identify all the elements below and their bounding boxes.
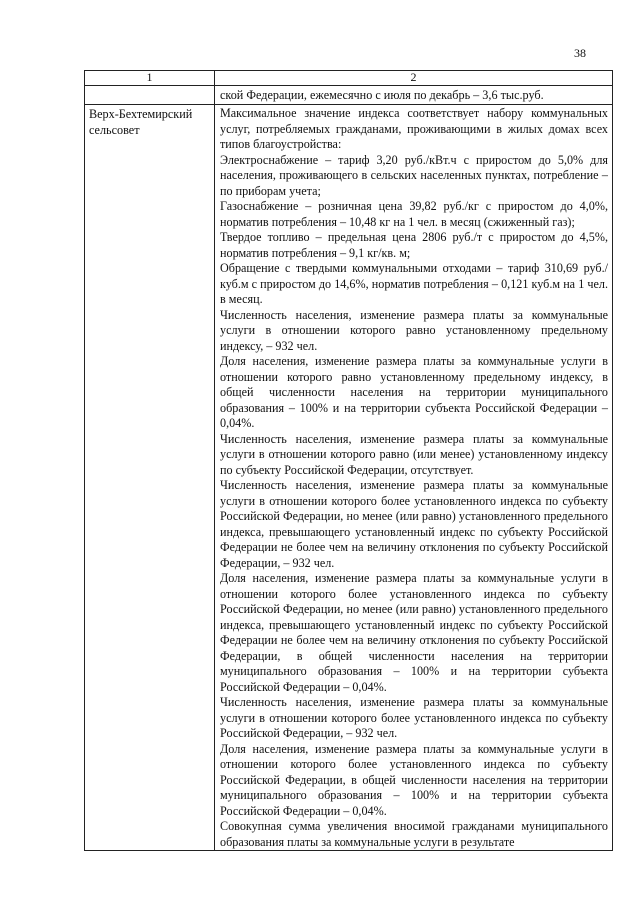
paragraph-share-above-index: Доля населения, изменение размера платы за коммунальные услуги в отношении которого более установленного индекса по субъекту Российской Федерации, в общей численности населения на территории муниципального образования – 100% и на территории субъекта Российской Федерации – 0,04%.: [220, 741, 608, 818]
paragraph-share-within-deviation: Доля населения, изменение размера платы за коммунальные услуги в отношении которого более установленного индекса по субъекту Российской Федерации, но менее (или равно) установленного предельного индекса, превышающего установленный индекс по субъекту Российской Федерации не более чем на величину отклонения по субъекту Российской Федерации, в общей численности населения на территории муниципального образования – 100% и на территории субъекта Российской Федерации – 0,04%.: [220, 571, 608, 694]
paragraph-share-equal-limit: Доля населения, изменение размера платы за коммунальные услуги в отношении которого равно установленному предельному индексу, в общей численности населения на территории муниципального образования – 100% и на территории субъекта Российской Федерации – 0,04%.: [220, 354, 608, 430]
paragraph-population-equal-limit: Численность населения, изменение размера платы за коммунальные услуги в отношении которого равно установленному предельному индексу, – 932 чел.: [220, 307, 608, 353]
table-header-row: [85, 71, 613, 86]
paragraph-population-within-deviation: Численность населения, изменение размера платы за коммунальные услуги в отношении которого более установленного индекса по субъекту Российской Федерации, но менее (или равно) установленного предельного индекса, превышающего установленный индекс по субъекту Российской Федерации не более чем на величину отклонения по субъекту Российской Федерации, – 932 чел.: [220, 478, 608, 570]
document-table: [84, 70, 613, 851]
paragraph-population-below-index: Численность населения, изменение размера платы за коммунальные услуги в отношении которого равно (или менее) установленному индексу по субъекту Российской Федерации, отсутствует.: [220, 431, 608, 477]
page-number: 38: [574, 46, 586, 60]
paragraph-electricity: Электроснабжение – тариф 3,20 руб./кВт.ч с приростом до 5,0% для населения, проживающего в сельских населенных пунктах, потребление – по приборам учета;: [220, 152, 608, 198]
paragraph-total-increase: Совокупная сумма увеличения вносимой гражданами муниципального образования платы за коммунальные услуги в результате: [220, 819, 608, 849]
continuation-row: [85, 86, 613, 105]
paragraph-gas: Газоснабжение – розничная цена 39,82 руб./кг с приростом до 4,0%, норматив потребления – 10,48 кг на 1 чел. в месяц (сжиженный газ);: [220, 199, 608, 229]
header-col-2: 2: [215, 71, 613, 86]
row-content: [215, 105, 613, 851]
paragraph-population-above-index: Численность населения, изменение размера платы за коммунальные услуги в отношении которого более установленного индекса по субъекту Российской Федерации, – 932 чел.: [220, 695, 608, 740]
paragraph-waste: Обращение с твердыми коммунальными отходами – тариф 310,69 руб./куб.м с приростом до 14,6%, норматив потребления – 0,121 куб.м на 1 чел. в месяц.: [220, 261, 608, 306]
header-col-1: 1: [85, 71, 215, 86]
continuation-text: ской Федерации, ежемесячно с июля по декабрь – 3,6 тыс.руб.: [215, 86, 613, 105]
continuation-empty-cell: [85, 86, 215, 105]
table-row: [85, 105, 613, 851]
paragraph-solid-fuel: Твердое топливо – предельная цена 2806 руб./т с приростом до 4,5%, норматив потребления – 9,1 кг/кв. м;: [220, 230, 608, 260]
paragraph-index-set: Максимальное значение индекса соответствует набору коммунальных услуг, потребляемых гражданами, проживающими в жилых домах всех типов благоустройства:: [220, 106, 608, 151]
municipality-name: Верх-Бехтемирский сельсовет: [85, 105, 215, 851]
